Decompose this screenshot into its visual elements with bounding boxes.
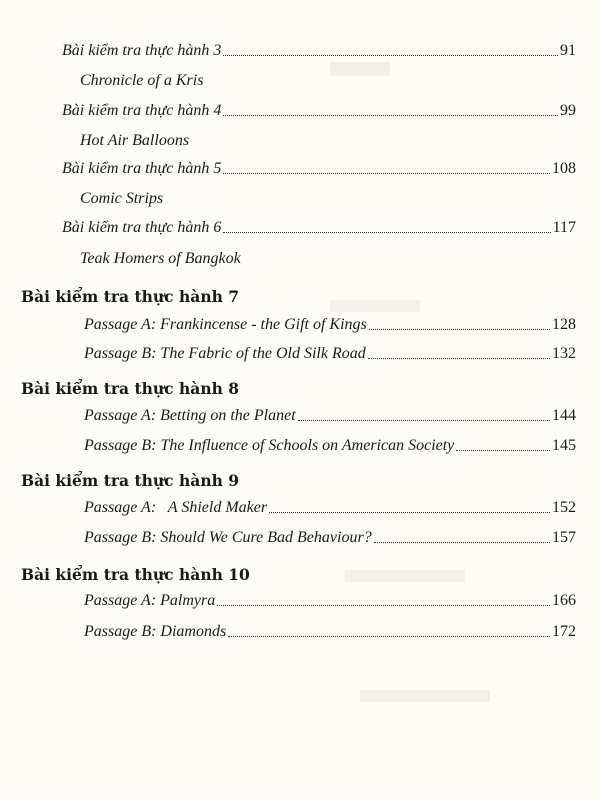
passage-label: Passage B: The Influence of Schools on American Society	[84, 437, 455, 454]
toc-passage-10b[interactable]	[84, 623, 576, 641]
dot-leader	[456, 450, 550, 451]
dot-leader	[223, 173, 550, 174]
toc-entry-label: Bài kiểm tra thực hành 4	[62, 102, 222, 119]
toc-passage-7b[interactable]	[84, 345, 576, 363]
toc-entry-4[interactable]	[62, 102, 576, 120]
page-number: 117	[552, 219, 576, 236]
dot-leader	[223, 232, 550, 233]
toc-entry-subtitle: Teak Homers of Bangkok	[80, 250, 241, 267]
section-heading-9: Bài kiểm tra thực hành 9	[21, 471, 240, 490]
toc-passage-10a[interactable]	[84, 592, 576, 610]
toc-passage-7a[interactable]	[84, 316, 576, 334]
toc-entry-label: Bài kiểm tra thực hành 6	[62, 219, 222, 236]
page-number: 144	[552, 407, 576, 424]
page-number: 108	[552, 160, 576, 177]
toc-entry-label: Bài kiểm tra thực hành 3	[62, 42, 222, 59]
dot-leader	[223, 55, 558, 56]
page-number: 166	[552, 592, 576, 609]
passage-label: Passage B: The Fabric of the Old Silk Road	[84, 345, 366, 362]
page-number: 172	[552, 623, 576, 640]
dot-leader	[228, 636, 550, 637]
passage-label: Passage A: Palmyra	[84, 592, 216, 609]
toc-entry-label: Bài kiểm tra thực hành 5	[62, 160, 222, 177]
passage-label: Passage B: Should We Cure Bad Behaviour?	[84, 529, 372, 546]
toc-entry-subtitle: Hot Air Balloons	[80, 132, 190, 149]
dot-leader	[298, 420, 550, 421]
dot-leader	[374, 542, 550, 543]
toc-passage-9b[interactable]	[84, 529, 576, 547]
toc-passage-8a[interactable]	[84, 407, 576, 425]
page-number: 157	[552, 529, 576, 546]
dot-leader	[369, 329, 550, 330]
page-number: 145	[552, 437, 576, 454]
section-heading-8: Bài kiểm tra thực hành 8	[21, 379, 240, 398]
passage-label: Passage B: Diamonds	[84, 623, 227, 640]
toc-entry-6[interactable]	[62, 219, 576, 237]
dot-leader	[368, 358, 550, 359]
toc-passage-8b[interactable]	[84, 437, 576, 455]
passage-label: Passage A: A Shield Maker	[84, 499, 268, 516]
dot-leader	[223, 115, 558, 116]
section-heading-10: Bài kiểm tra thực hành 10	[21, 565, 250, 584]
page-number: 91	[560, 42, 576, 59]
passage-label: Passage A: Frankincense - the Gift of Kings	[84, 316, 367, 333]
toc-entry-subtitle: Comic Strips	[80, 190, 164, 207]
page-number: 152	[552, 499, 576, 516]
toc-entry-3[interactable]	[62, 42, 576, 60]
page-number: 132	[552, 345, 576, 362]
dot-leader	[269, 512, 550, 513]
page-number: 99	[560, 102, 576, 119]
dot-leader	[217, 605, 550, 606]
passage-label: Passage A: Betting on the Planet	[84, 407, 296, 424]
toc-entry-subtitle: Chronicle of a Kris	[80, 72, 204, 89]
toc-passage-9a[interactable]	[84, 499, 576, 517]
page-number: 128	[552, 316, 576, 333]
section-heading-7: Bài kiểm tra thực hành 7	[21, 287, 240, 306]
toc-entry-5[interactable]	[62, 160, 576, 178]
